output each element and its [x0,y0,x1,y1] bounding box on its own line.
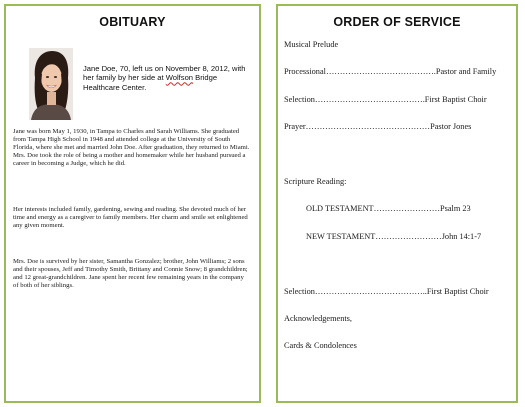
service-item-acknowledgements: Acknowledgements, [284,314,352,323]
service-item-musical-prelude: Musical Prelude [284,40,339,49]
service-item-processional: Processional………………………………….Pastor and Family [284,67,497,76]
intro-text-start: Jane Doe, 70, left us on November 8, 2012, with her family by her side at [83,64,246,83]
obituary-paragraph-early-life: Jane was born May 1, 1930, in Tampa to Charles and Sarah Williams. She graduated from Tampa High School in 1948 and attended college at the University of South Florida, where she met and married John Doe. After graduation, they returned to Miami. Mrs. Doe took the role of being a mother and homemaker while her husband pursued a career in becoming a Judge, which he did. [13,128,250,168]
obituary-paragraph-survivors: Mrs. Doe is survived by her sister, Samantha Gonzalez; brother, John Williams; 2 sons and their spouses, Jeff and Timothy Smith, Brittany and Connie Snow; 8 grandchildren; and 12 great-grandchildren. Jane spent her recent few remaining years in the company of both of her siblings. [13,258,248,290]
service-item-old-testament: OLD TESTAMENT……………………Psalm 23 [306,204,471,213]
portrait-image [29,48,73,120]
intro-text-end: Bridge Healthcare Center. [83,73,218,92]
order-of-service-panel [276,4,518,403]
service-item-prayer: Prayer………………………………………Pastor Jones [284,122,472,131]
obituary-intro [83,64,253,92]
service-item-new-testament: NEW TESTAMENT……………………John 14:1-7 [306,232,482,241]
order-of-service-title: ORDER OF SERVICE [333,15,461,29]
service-item-selection-1: Selection………………………………….First Baptist Choir [284,95,487,104]
obituary-panel [4,4,261,403]
obituary-paragraph-interests: Her interests included family, gardening, sewing and reading. She devoted much of her time and energy as a caregiver to family members. Her charm and smile set enlightened any given moment. [13,206,248,230]
service-item-scripture-heading: Scripture Reading: [284,177,347,186]
service-item-selection-2: Selection…………………………………..First Baptist Choir [284,287,489,296]
spellcheck-flagged-word: Wolfson [165,73,194,83]
service-item-cards-condolences: Cards & Condolences [284,341,357,350]
portrait-photo [29,48,73,120]
obituary-title: OBITUARY [99,15,166,29]
